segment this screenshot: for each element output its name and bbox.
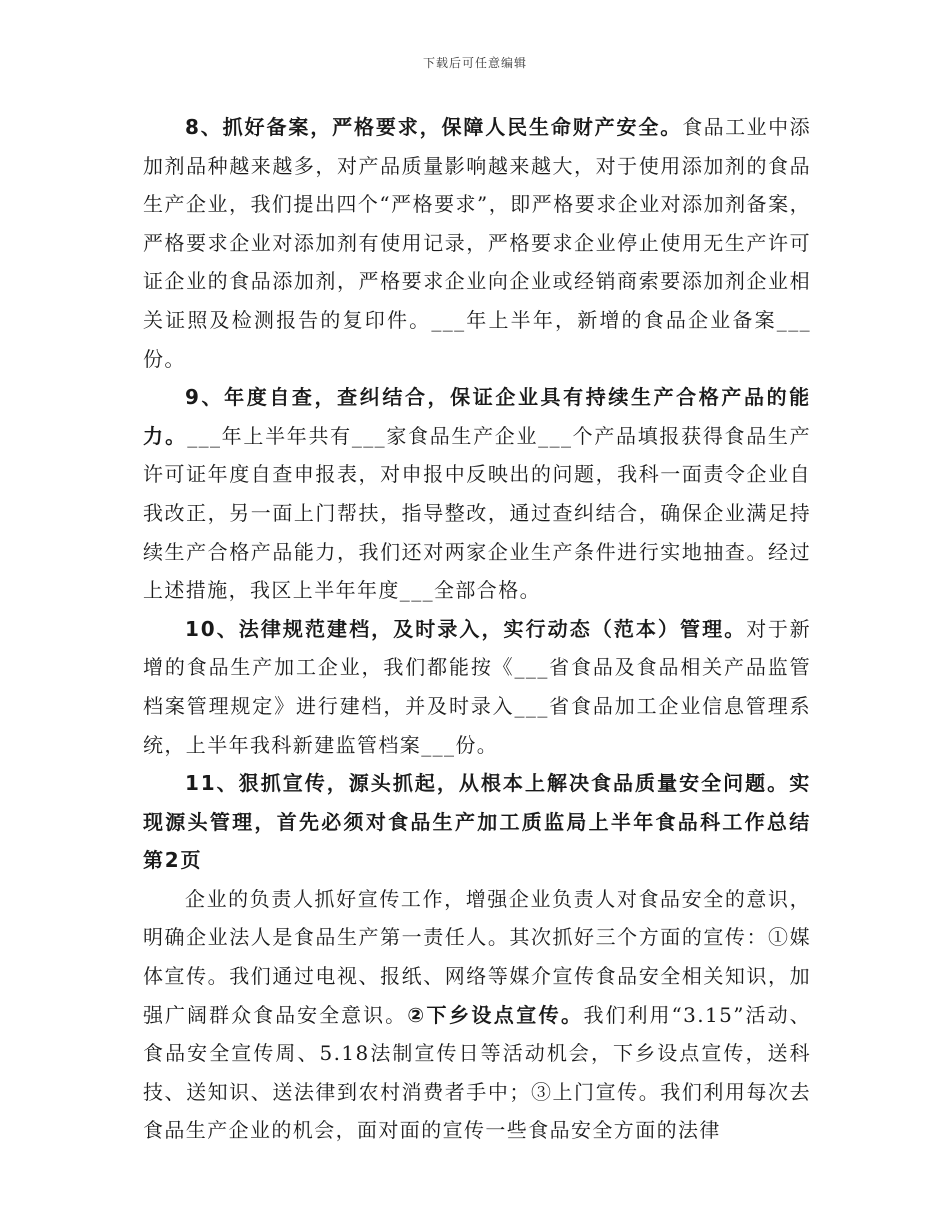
section-10 — [143, 610, 811, 764]
section-8-body: 食品工业中添加剂品种越来越多，对产品质量影响越来越大，对于使用添加剂的食品生产企业，我们提出四个“严格要求”，即严格要求企业对添加剂备案，严格要求企业对添加剂有使用记录，严格要求企业停止使用无生产许可证企业的食品添加剂，严格要求企业向企业或经销商索要添加剂企业相关证照及检测报告的复印件。___年上半年，新增的食品企业备案___份。 — [143, 115, 811, 371]
section-9-heading: 9、年度自查，查纠结合，保证企业具有持续生产合格产品的能力。 — [143, 385, 811, 448]
section-10-heading: 10、法律规范建档，及时录入，实行动态（范本）管理。 — [185, 616, 747, 641]
section-9-body: ___年上半年共有___家食品生产企业___个产品填报获得食品生产许可证年度自查申报表，对申报中反映出的问题，我科一面责令企业自我改正，另一面上门帮扶，指导整改，通过查纠结合，确保企业满足持续生产合格产品能力，我们还对两家企业生产条件进行实地抽查。经过上述措施，我区上半年年度___全部合格。 — [143, 423, 811, 603]
page-header: 下载后可任意编辑 — [422, 56, 527, 70]
section-8 — [143, 108, 811, 378]
document-body — [143, 108, 811, 1150]
section-11 — [143, 764, 811, 880]
continuation-paragraph — [143, 880, 811, 1150]
section-8-heading: 8、抓好备案，严格要求，保障人民生命财产安全。 — [185, 115, 683, 139]
continuation-part2: 我们利用“3.15”活动、食品安全宣传周、5.18法制宣传日等活动机会，下乡设点宣传，送科技、送知识、送法律到农村消费者手中；③上门宣传。我们利用每次去食品生产企业的机会，面对面的宣传一些食品安全方面的法律 — [143, 1002, 811, 1143]
continuation-part1: 企业的负责人抓好宣传工作，增强企业负责人对食品安全的意识，明确企业法人是食品生产第一责任人。其次抓好三个方面的宣传：①媒体宣传。我们通过电视、报纸、网络等媒介宣传食品安全相关知识，加强广阔群众食品安全意识。 — [143, 886, 811, 1027]
section-9 — [143, 378, 811, 610]
continuation-bold: ②下乡设点宣传。 — [407, 1002, 584, 1027]
section-11-heading: 11、狠抓宣传，源头抓起，从根本上解决食品质量安全问题。实现源头管理，首先必须对食品生产加工质监局上半年食品科工作总结第2页 — [143, 771, 811, 873]
section-10-body: 对于新增的食品生产加工企业，我们都能按《___省食品及食品相关产品监管档案管理规定》进行建档，并及时录入___省食品加工企业信息管理系统，上半年我科新建监管档案___份。 — [143, 616, 811, 757]
